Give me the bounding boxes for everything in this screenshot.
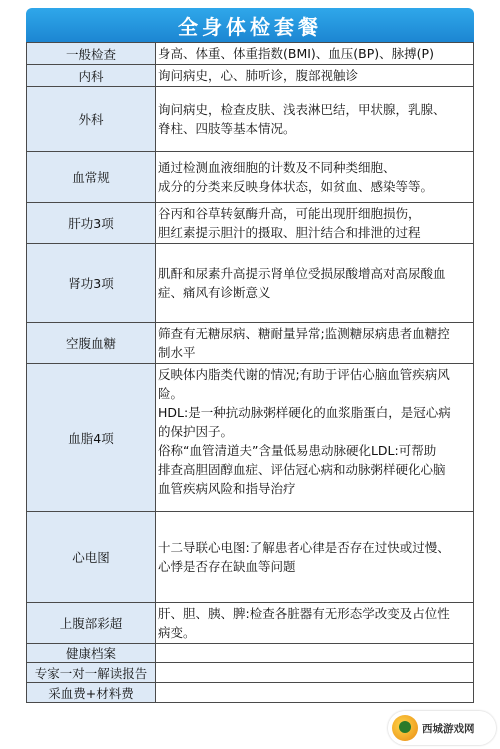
table-row <box>27 203 474 244</box>
exam-item-name: 肝功3项 <box>27 203 156 244</box>
exam-item-description <box>156 512 474 603</box>
exam-item-name: 健康档案 <box>27 644 156 663</box>
page-title: 全身体检套餐 <box>26 8 474 42</box>
exam-item-description <box>156 364 474 512</box>
description-line: 脊柱、四肢等基本情况。 <box>158 121 296 136</box>
table-row <box>27 87 474 152</box>
exam-item-description <box>156 87 474 152</box>
description-line: 通过检测血液细胞的计数及不同种类细胞、 <box>158 160 396 175</box>
description-line: 询问病史，心、肺听诊，腹部视触诊 <box>158 68 359 83</box>
description-line: 成分的分类来反映身体状态，如贫血、感染等等。 <box>158 179 434 194</box>
exam-item-description <box>156 43 474 65</box>
description-line: 谷丙和谷草转氨酶升高，可能出现肝细胞损伤， <box>158 206 421 221</box>
description-line: 肌酐和尿素升高提示肾单位受损尿酸增高对高尿酸血 <box>158 266 446 281</box>
table-row <box>27 663 474 683</box>
exam-item-description <box>156 323 474 364</box>
description-line: 肝、胆、胰、脾:检查各脏器有无形态学改变及占位性 <box>158 606 450 621</box>
description-line: 制水平 <box>158 345 196 360</box>
watermark <box>388 711 496 745</box>
table-row <box>27 603 474 644</box>
exam-item-name: 肾功3项 <box>27 244 156 323</box>
table-row <box>27 644 474 663</box>
exam-item-name: 一般检查 <box>27 43 156 65</box>
table-row <box>27 323 474 364</box>
description-line: 病变。 <box>158 625 196 640</box>
description-line: 筛查有无糖尿病、糖耐量异常;监测糖尿病患者血糖控 <box>158 326 450 341</box>
exam-table <box>26 42 474 703</box>
exam-item-name: 外科 <box>27 87 156 152</box>
description-line: 血管疾病风险和指导治疗 <box>158 481 296 496</box>
exam-table-body <box>27 43 474 703</box>
description-line: 症、痛风有诊断意义 <box>158 285 271 300</box>
exam-item-name: 内科 <box>27 65 156 87</box>
site-logo-icon <box>392 715 418 741</box>
table-row <box>27 512 474 603</box>
table-row <box>27 364 474 512</box>
watermark-text: 西城游戏网 <box>422 722 475 735</box>
exam-item-name: 空腹血糖 <box>27 323 156 364</box>
description-line: 心悸是否存在缺血等问题 <box>158 559 296 574</box>
table-row <box>27 244 474 323</box>
exam-item-name: 血脂4项 <box>27 364 156 512</box>
exam-item-name: 心电图 <box>27 512 156 603</box>
table-row <box>27 683 474 703</box>
description-line: HDL:是一种抗动脉粥样硬化的血浆脂蛋白，是冠心病 <box>158 405 451 420</box>
exam-item-name: 血常规 <box>27 152 156 203</box>
exam-item-description <box>156 65 474 87</box>
description-line: 身高、体重、体重指数(BMI)、血压(BP)、脉搏(P) <box>158 46 434 61</box>
table-row <box>27 65 474 87</box>
exam-item-description <box>156 644 474 663</box>
exam-item-description <box>156 244 474 323</box>
description-line: 的保护因子。 <box>158 424 234 439</box>
exam-item-description <box>156 152 474 203</box>
exam-item-description <box>156 603 474 644</box>
exam-item-name: 专家一对一解读报告 <box>27 663 156 683</box>
description-line: 排查高胆固醇血症、评估冠心病和动脉粥样硬化心脑 <box>158 462 446 477</box>
exam-item-description <box>156 203 474 244</box>
exam-item-description <box>156 663 474 683</box>
exam-item-description <box>156 683 474 703</box>
description-line: 俗称“血管清道夫”含量低易患动脉硬化LDL:可帮助 <box>158 443 437 458</box>
description-line: 险。 <box>158 386 184 401</box>
table-row <box>27 43 474 65</box>
table-row <box>27 152 474 203</box>
exam-item-name: 上腹部彩超 <box>27 603 156 644</box>
description-line: 反映体内脂类代谢的情况;有助于评估心脑血管疾病风 <box>158 367 450 382</box>
description-line: 询问病史，检查皮肤、浅表淋巴结，甲状腺，乳腺、 <box>158 102 446 117</box>
description-line: 胆红素提示胆汁的摄取、胆汁结合和排泄的过程 <box>158 225 421 240</box>
description-line: 十二导联心电图:了解患者心律是否存在过快或过慢、 <box>158 540 450 555</box>
exam-item-name: 采血费+材料费 <box>27 683 156 703</box>
exam-package-sheet <box>26 8 474 749</box>
